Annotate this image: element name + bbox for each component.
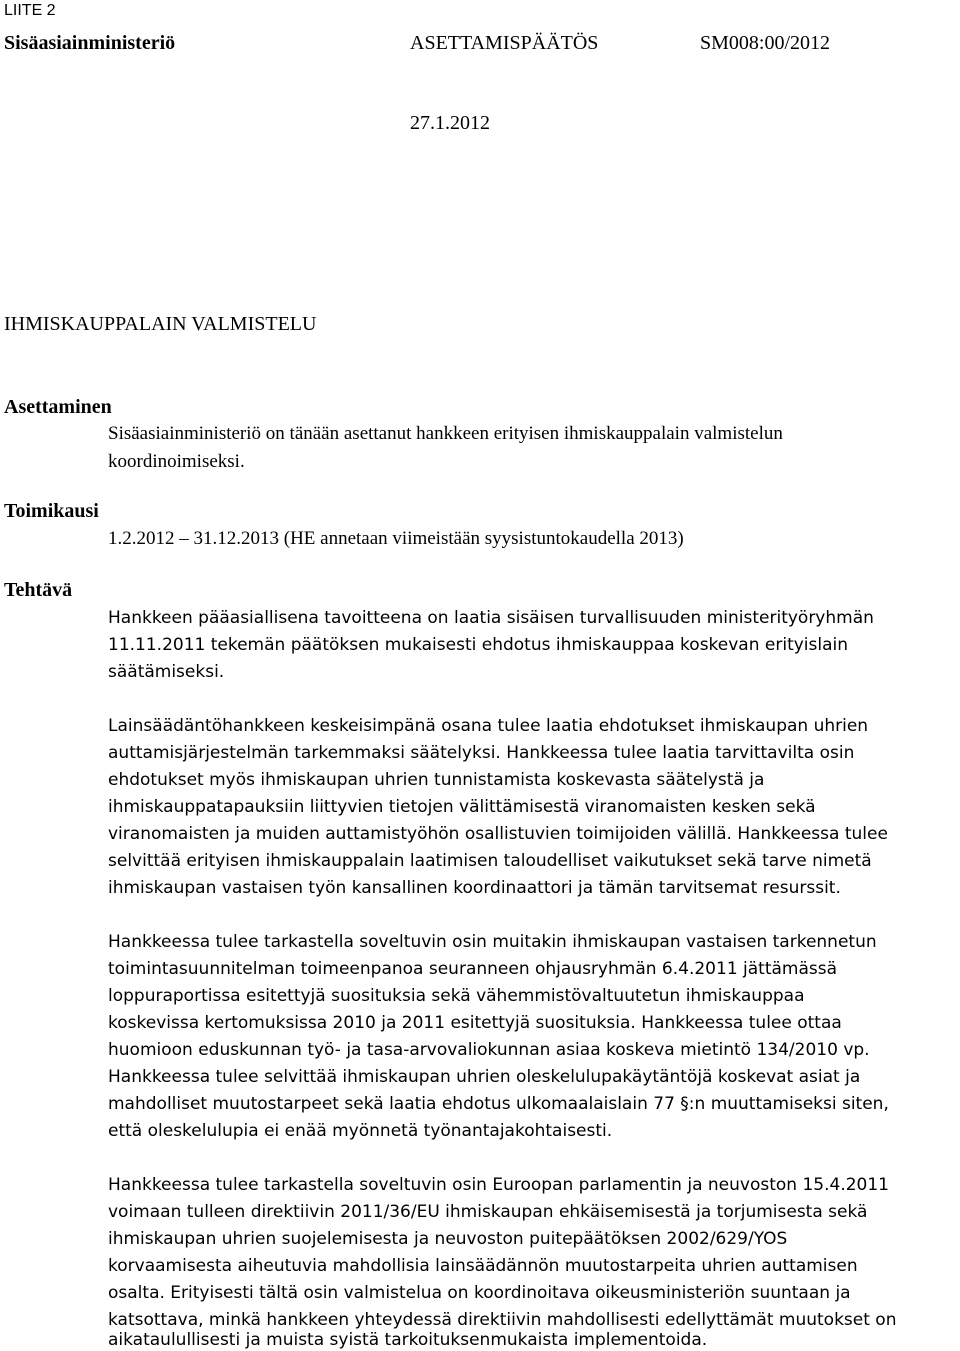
heading-tehtava: Tehtävä xyxy=(4,579,73,601)
annex-label: LIITE 2 xyxy=(4,2,56,19)
paragraph3-line: aikataulullisesti ja muista syistä tarkoituksenmukaista implementoida. xyxy=(108,1330,708,1350)
paragraph2-line: että oleskelulupia ei enää myönnetä työnantajakohtaisesti. xyxy=(108,1121,613,1141)
tehtava-intro-line: säätämiseksi. xyxy=(108,662,225,682)
paragraph1-line: ihmiskauppatapauksiin liittyvien tietojen välittämisestä viranomaisten kesken sekä xyxy=(108,797,816,817)
document-number: SM008:00/2012 xyxy=(700,32,831,54)
paragraph3-line: Hankkeessa tulee tarkastella soveltuvin osin Euroopan parlamentin ja neuvoston 15.4.2011 xyxy=(108,1175,889,1195)
paragraph1-line: viranomaisten ja muiden auttamistyöhön osallistuvien toimijoiden välillä. Hankkeessa tulee xyxy=(108,824,888,844)
paragraph2-line: toimintasuunnitelman toimeenpanoa seuranneen ohjausryhmän 6.4.2011 jättämässä xyxy=(108,959,838,979)
paragraph3-line: ihmiskaupan uhrien suojelemisesta ja neuvoston puitepäätöksen 2002/629/YOS xyxy=(108,1229,788,1249)
document-date: 27.1.2012 xyxy=(410,112,490,134)
paragraph1-line: auttamisjärjestelmän tarkemmaksi säätelyksi. Hankkeessa tulee laatia tarvittavilta osin xyxy=(108,743,855,763)
asettaminen-line: Sisäasiainministeriö on tänään asettanut hankkeen erityisen ihmiskauppalain valmistelun xyxy=(108,423,783,444)
document-title: IHMISKAUPPALAIN VALMISTELU xyxy=(4,313,317,335)
asettaminen-line: koordinoimiseksi. xyxy=(108,451,245,472)
tehtava-intro-line: 11.11.2011 tekemän päätöksen mukaisesti ehdotus ihmiskauppaa koskevan erityislain xyxy=(108,635,849,655)
heading-toimikausi: Toimikausi xyxy=(4,500,99,522)
document-type: ASETTAMISPÄÄTÖS xyxy=(410,32,599,54)
ministry-name: Sisäasiainministeriö xyxy=(4,32,176,54)
paragraph2-line: mahdolliset muutostarpeet sekä laatia ehdotus ulkomaalaislain 77 §:n muuttamiseksi siten, xyxy=(108,1094,889,1114)
paragraph2-line: Hankkeessa tulee selvittää ihmiskaupan uhrien oleskelulupakäytäntöjä koskevat asiat ja xyxy=(108,1067,861,1087)
paragraph2-line: huomioon eduskunnan työ- ja tasa-arvovaliokunnan asiaa koskeva mietintö 134/2010 vp. xyxy=(108,1040,870,1060)
paragraph3-line: korvaamisesta aiheutuvia mahdollisia lainsäädännön muutostarpeita uhrien auttamisen xyxy=(108,1256,858,1276)
paragraph2-line: koskevissa kertomuksissa 2010 ja 2011 esitettyjä suosituksia. Hankkeessa tulee ottaa xyxy=(108,1013,842,1033)
heading-asettaminen: Asettaminen xyxy=(4,396,112,418)
paragraph1-line: ihmiskaupan vastaisen työn kansallinen koordinaattori ja tämän tarvitsemat resurssit. xyxy=(108,878,841,898)
paragraph3-line: voimaan tulleen direktiivin 2011/36/EU ihmiskaupan ehkäisemisestä ja torjumisesta sekä xyxy=(108,1202,868,1222)
paragraph3-line: katsottava, minkä hankkeen yhteydessä direktiivin mahdollisesti edellyttämät muutokset on xyxy=(108,1310,897,1330)
paragraph3-line: osalta. Erityisesti tältä osin valmistelua on koordinoitava oikeusministeriön suuntaan ja xyxy=(108,1283,851,1303)
paragraph2-line: loppuraportissa esitettyjä suosituksia sekä vähemmistövaltuutetun ihmiskauppaa xyxy=(108,986,805,1006)
paragraph2-line: Hankkeessa tulee tarkastella soveltuvin osin muitakin ihmiskaupan vastaisen tarkennetun xyxy=(108,932,877,952)
toimikausi-text: 1.2.2012 – 31.12.2013 (HE annetaan viimeistään syysistuntokaudella 2013) xyxy=(108,528,684,549)
paragraph1-line: Lainsäädäntöhankkeen keskeisimpänä osana tulee laatia ehdotukset ihmiskaupan uhrien xyxy=(108,716,869,736)
paragraph1-line: ehdotukset myös ihmiskaupan uhrien tunnistamista koskevasta säätelystä ja xyxy=(108,770,765,790)
tehtava-intro-line: Hankkeen pääasiallisena tavoitteena on laatia sisäisen turvallisuuden ministerityöryhmän xyxy=(108,608,874,628)
paragraph1-line: selvittää erityisen ihmiskauppalain laatimisen taloudelliset vaikutukset sekä tarve nimetä xyxy=(108,851,872,871)
